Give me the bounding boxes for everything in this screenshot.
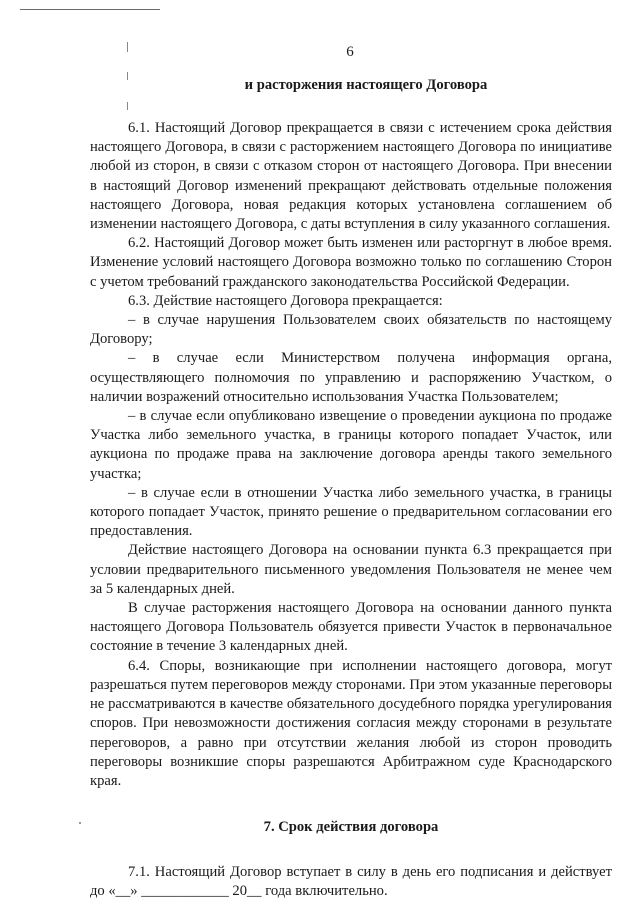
document-body: [90, 75, 612, 902]
paragraph-6-2: 6.2. Настоящий Договор может быть изменен или расторгнут в любое время. Изменение условий настоящего Договора возможно только по соглашению Сторон с учетом требований гражданского законодательства Российской Федерации.: [90, 235, 612, 290]
page-number: 6: [346, 44, 354, 60]
list-item-6-3-a: – в случае нарушения Пользователем своих обязательств по настоящему Договору;: [90, 312, 612, 348]
section-heading-continued: и расторжения настоящего Договора: [244, 77, 488, 93]
paragraph-6-3-notice: Действие настоящего Договора на основании пункта 6.3 прекращается при условии предварительного письменного уведомления Пользователя не менее чем за 5 календарных дней.: [90, 542, 612, 597]
paragraph-6-1: 6.1. Настоящий Договор прекращается в связи с истечением срока действия настоящего Договора, в связи с расторжением настоящего Договора по инициативе любой из сторон, в связи с отказом сторон от настоящего Договора. При внесении в настоящий Договор изменений прекращают действовать отдельные положения настоящего Договора, новая редакция которых установлена соглашением об изменении настоящего Договора, с даты вступления в силу указанного соглашения.: [90, 120, 612, 233]
section-7-heading: 7. Срок действия договора: [263, 819, 439, 836]
list-item-6-3-c: – в случае если опубликовано извещение о проведении аукциона по продаже Участка либо земельного участка, в границы которого попадает Участок, или аукциона по продаже права на заключение договора аренды такого земельного участка;: [90, 408, 612, 482]
list-item-6-3-b: – в случае если Министерством получена информация органа, осуществляющего полномочия по управлению и распоряжению Участком, о наличии возражений относительно использования Участка Пользователем;: [90, 350, 612, 405]
paragraph-6-4: 6.4. Споры, возникающие при исполнении настоящего договора, могут разрешаться путем переговоров между сторонами. При этом указанные переговоры не рассматриваются в качестве обязательного досудебного порядка урегулирования споров. При невозможности достижения согласия между сторонами в результате переговоров, а равно при отсутствии желания любой из сторон проводить переговоры возникшие споры разрешаются Арбитражном суде Краснодарского края.: [90, 657, 612, 789]
scan-edge-line: [20, 9, 160, 10]
list-item-6-3-d: – в случае если в отношении Участка либо земельного участка, в границы которого попадает Участок, принято решение о предварительном согласовании его предоставления.: [90, 484, 612, 540]
paragraph-6-3: 6.3. Действие настоящего Договора прекращается:: [128, 292, 443, 309]
paragraph-6-3-restore: В случае расторжения настоящего Договора на основании данного пункта настоящего Договора Пользователь обязуется привести Участок в первоначальное состояние в течение 3 календарных дней.: [90, 600, 612, 655]
paragraph-7-1: 7.1. Настоящий Договор вступает в силу в день его подписания и действует до «__» ____________ 20__ года включительно.: [90, 864, 612, 900]
scan-dot: [79, 822, 81, 824]
